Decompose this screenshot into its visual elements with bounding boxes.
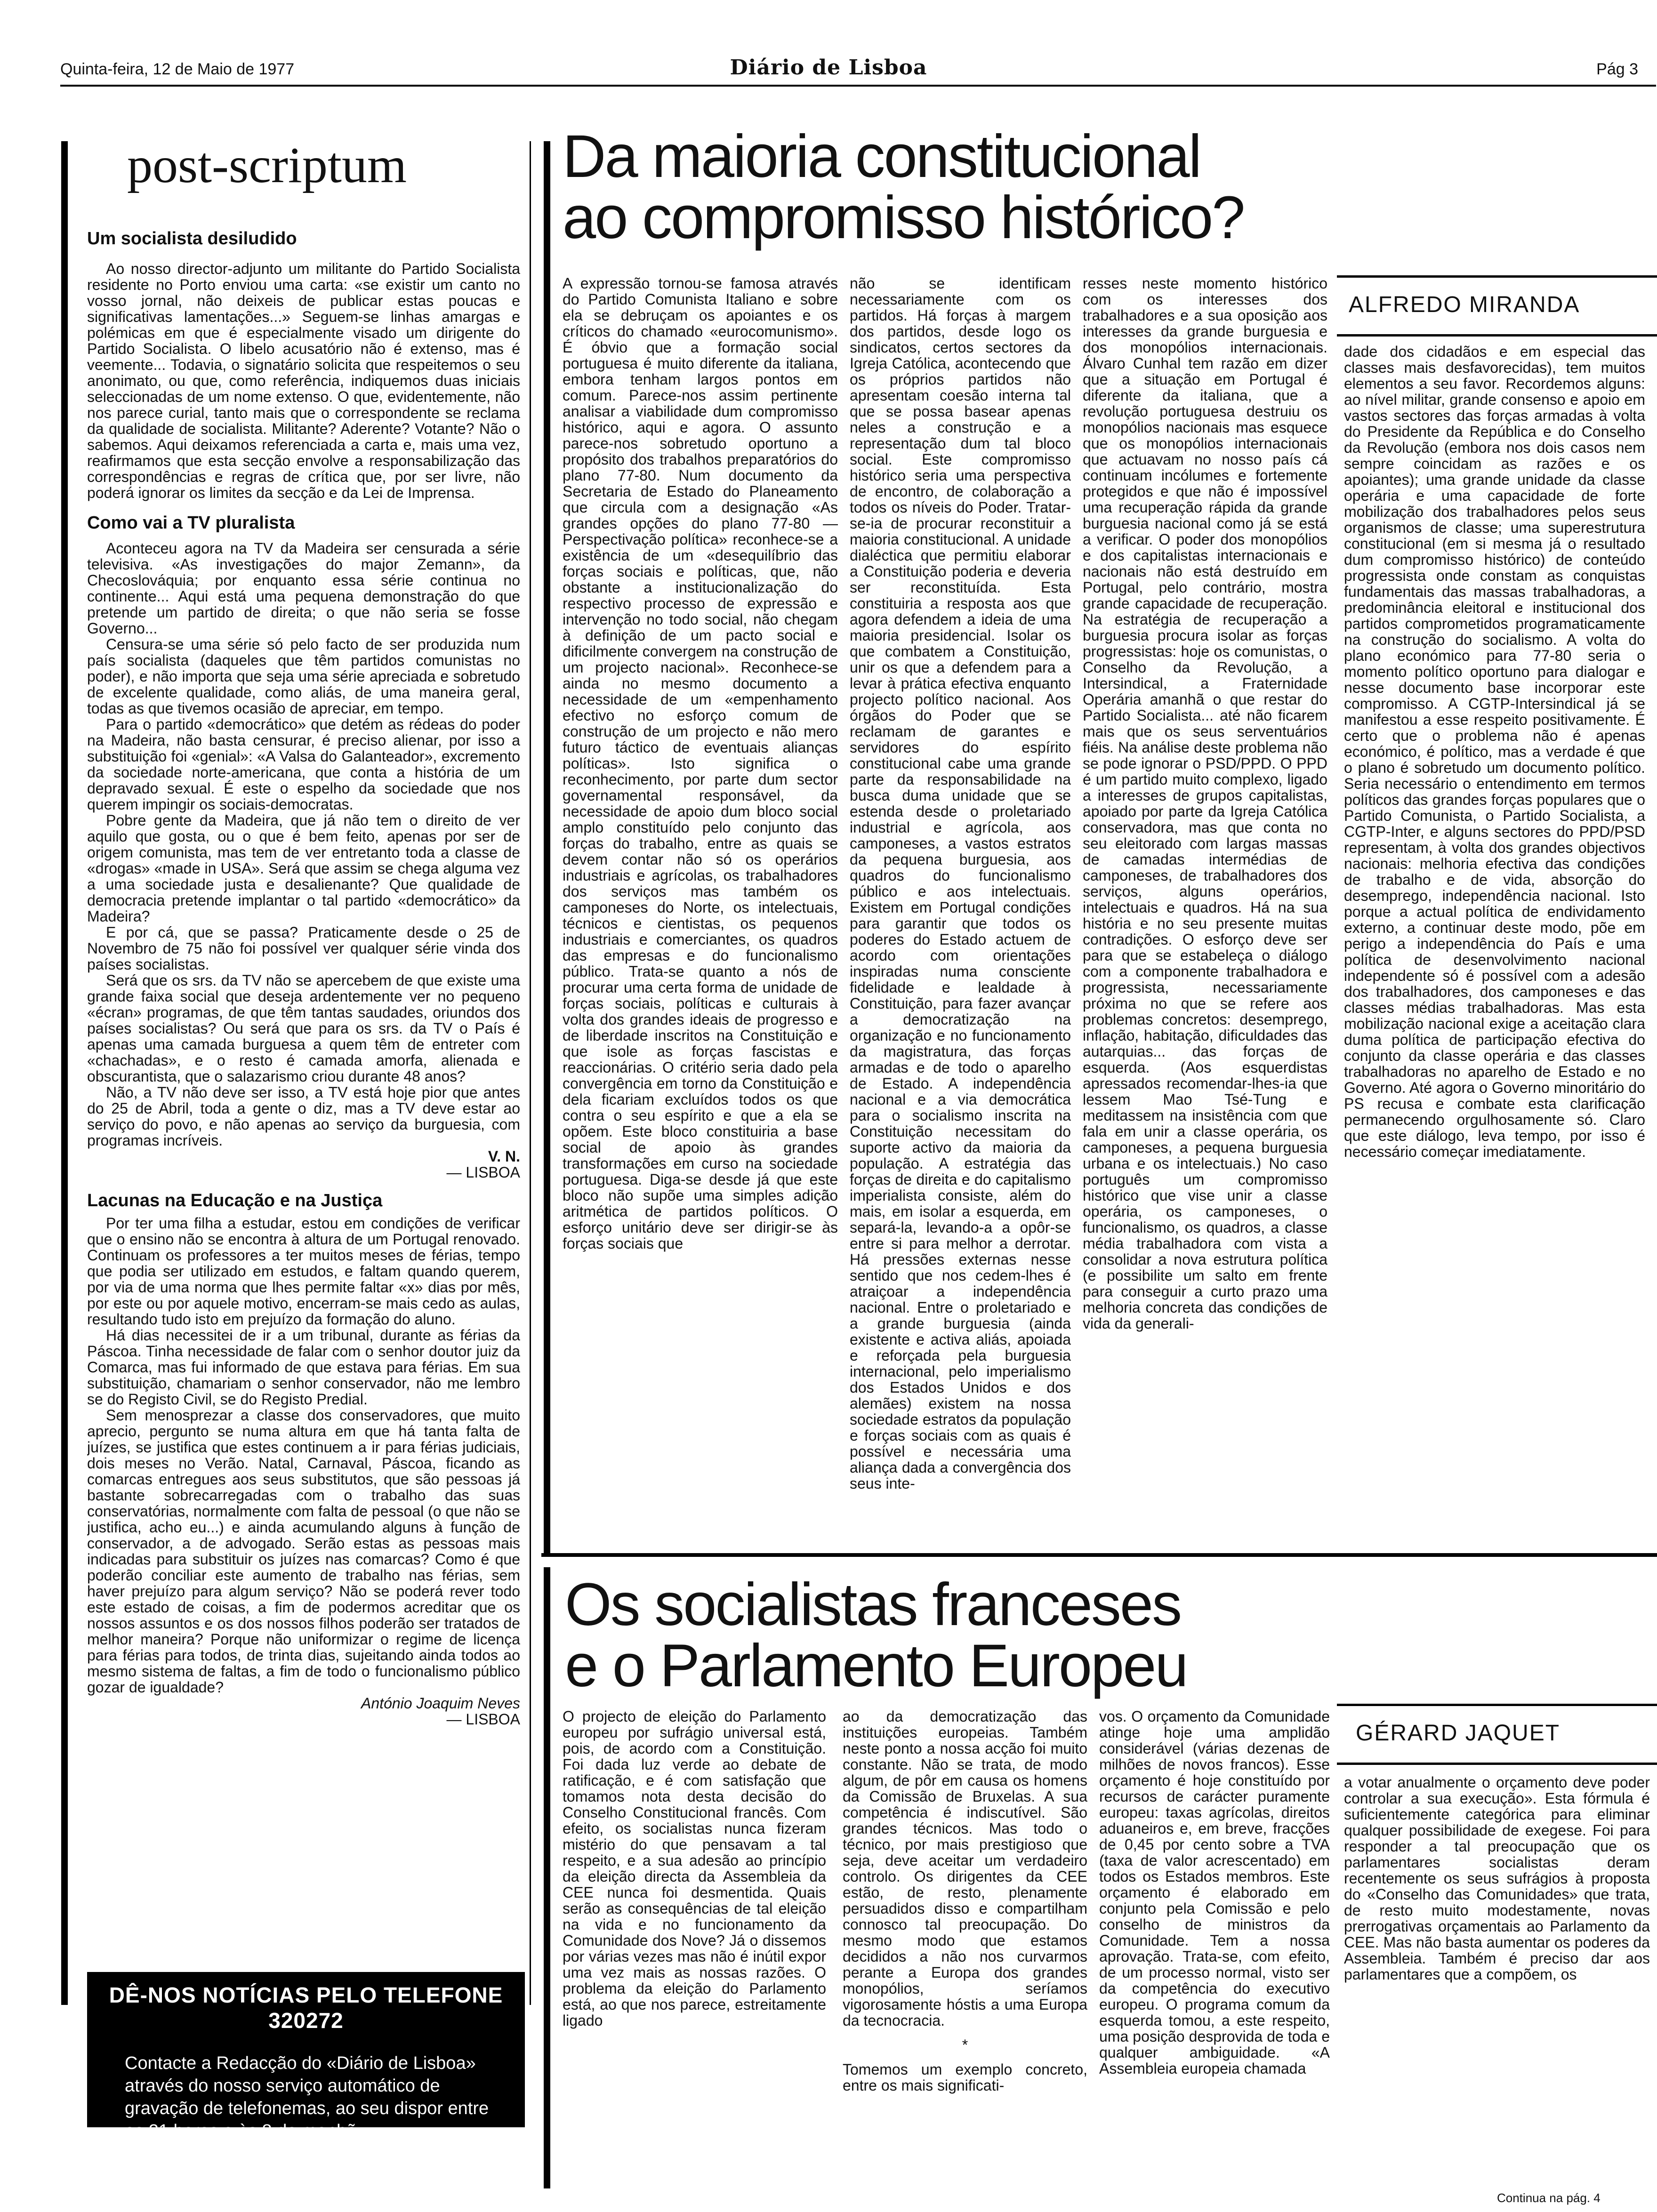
author-rule <box>1337 275 1657 278</box>
ps-paragraph: Há dias necessitei de ir a um tribunal, durante as férias da Páscoa. Tinha necessidade de falar com o senhor doutor juiz da Comarca, mas fui informado de que estava para férias. Em sua substituição, chamariam o senhor conservador, não me lembro se do Registo Civil, se do Registo Predial. <box>87 1327 520 1408</box>
ps-paragraph: Será que os srs. da TV não se apercebem de que existe uma grande faixa social que deseja ardentemente ver no pequeno «écran» programas, de que têm tantas saudades, oriundos dos países socialistas? Ou será que para os srs. da TV o País é apenas uma camada burguesa a quem têm de entreter com «chachadas», e o resto é camada amorfa, alienada e obscurantista, que o salazarismo criou durante 48 anos? <box>87 972 520 1085</box>
ps-paragraph: E por cá, que se passa? Praticamente desde o 25 de Novembro de 75 não foi possível ver qualquer série vinda dos países socialistas. <box>87 924 520 973</box>
ps-section-title-2: Como vai a TV pluralista <box>87 513 295 533</box>
headline-line: Da maioria constitucional <box>563 123 1200 190</box>
ps-paragraph: Ao nosso director-adjunto um militante do Partido Socialista residente no Porto enviou uma carta: «se existir um canto no vosso jornal, não deixeis de publicar estas poucas e significativas lamentações...» Seguem-se linhas amargas e polémicas em que é especialmente visado um dirigente do Partido Socialista. O libelo acusatório não é extenso, mas é veemente... Todavia, o signatário solicita que respeitemos o seu anonimato, ou que, como referência, indiquemos duas iniciais seleccionadas de um nome extenso. O que, evidentemente, não nos parece curial, tanto mais que o correspondente se reclama da qualidade de socialista. Militante? Aderente? Votante? Não o sabemos. Aqui deixamos referenciada a carta e, mais uma vez, reafirmamos que esta secção envolve a responsabilização das correspondências e regras de crítica que, por ser livre, não poderá ignorar os limites da secção e da Lei de Imprensa. <box>87 260 520 501</box>
article2-author: GÉRARD JAQUET <box>1356 1721 1560 1746</box>
author-rule <box>1337 334 1657 337</box>
ps-paragraph: Censura-se uma série só pelo facto de ser produzida num país socialista (daqueles que têm partidos comunistas no poder), e não importa que seja uma série apreciada e sobretudo de excelente qualidade, como aliás, de uma maneira geral, todas as que tivemos ocasião de apreciar, em tempo. <box>87 636 520 717</box>
article1-headline <box>563 123 1645 251</box>
banner-text: Contacte a Redacção do «Diário de Lisboa» através do nosso serviço automático de gravação de telefonemas, ao seu dispor entre as 21 horas e às 8 da manhã. <box>125 2053 489 2141</box>
article1-col-3: resses neste momento histórico com os interesses dos trabalhadores e a sua oposição aos interesses da grande burguesia e dos monopólios internacionais. Álvaro Cunhal tem razão em dizer que a situação em Portugal é diferente da italiana, que a revolução portuguesa destruiu os monopólios nacionais mas esquece que os monopólios internacionais que actuavam no nosso país cá continuam incólumes e fortemente protegidos e que não é impossível uma recuperação rápida da grande burguesia nacional como já se está a verificar. O poder dos monopólios e dos capitalistas internacionais e nacionais não está destruído em Portugal, pelo contrário, mostra grande capacidade de recuperação. Na estratégia de recuperação a burguesia procura isolar as forças progressistas: hoje os comunistas, o Conselho da Revolução, a Intersindical, a Fraternidade Operária amanhã o que restar do Partido Socialista... até não ficarem mais que os seus serventuários fiéis. Na análise deste problema não se pode ignorar o PSD/PPD. O PPD é um partido muito complexo, ligado a interesses de grupos capitalistas, apoiado por parte da Igreja Católica conservadora, mas que conta no seu eleitorado com largas massas de camadas intermédias de camponeses, de trabalhadores dos serviços, alguns operários, intelectuais e quadros. Há na sua história e no seu presente muitas contradições. O esforço deve ser para que se estabeleça o diálogo com a componente trabalhadora e progressista, necessariamente próxima no que se refere aos problemas concretos: desemprego, inflação, habitação, dificuldades das autarquias... das forças de esquerda. (Aos esquerdistas apressados recomendar-lhes-ia que lessem Mao Tsé-Tung e meditassem na insistência com que fala em unir a classe operária, os camponeses, a pequena burguesia urbana e os intelectuais.) No caso português um compromisso histórico que vise unir a classe operária, os camponeses, o funcionalismo, os quadros, a classe média trabalhadora com vista a consolidar a nova estrutura política (e possibilite um salto em frente para conseguir a curto prazo uma melhoria concreta das condições de vida da generali- <box>1083 275 1327 1332</box>
ps-body <box>87 231 520 1972</box>
article2-col-1: O projecto de eleição do Parlamento europeu por sufrágio universal está, pois, de acordo com a Constituição. Foi dada luz verde ao debate de ratificação, e é com satisfação que tomamos nota desta decisão do Conselho Constitucional francês. Com efeito, os socialistas nunca fizeram mistério do que pensavam a tal respeito, e a sua adesão ao princípio da eleição directa da Assembleia da CEE nunca foi desmentida. Quais serão as consequências de tal eleição na vida e no funcionamento da Comunidade dos Nove? Já o dissemos por várias vezes mas não é inútil expor uma vez mais as nossas razões. O problema da eleição do Parlamento está, ao que nos parece, estreitamente ligado <box>563 1708 826 2029</box>
article1-left-bar <box>544 141 550 1553</box>
ps-left-bar <box>61 141 68 2005</box>
article2-col-2-text: ao da democratização das instituições europeias. Também neste ponto a nossa acção foi muito constante. Não se trata, de modo algum, de pôr em causa os homens da Comissão de Bruxelas. A sua competência é indiscutível. São grandes técnicos. Mas todo o técnico, por mais prestigioso que seja, deve aceitar um verdadeiro controlo. Os dirigentes da CEE estão, de resto, plenamente persuadidos disso e compartilham connosco tal preocupação. Do mesmo modo que estamos decididos a não nos curvarmos perante a Europa dos grandes monopólios, seríamos vigorosamente hóstis a uma Europa da tecnocracia. <box>843 1708 1087 2029</box>
masthead: Diário de Lisboa <box>730 56 927 80</box>
ps-signature-place: — LISBOA <box>446 1711 520 1728</box>
page-number: Pág 3 <box>1596 60 1638 78</box>
author-rule <box>1337 1704 1657 1706</box>
article2-headline <box>565 1571 1648 1699</box>
ps-paragraph: Aconteceu agora na TV da Madeira ser censurada a série televisiva. «As investigações do major Zemann», da Checoslováquia; por enquanto essa série continua no continente... Aqui está uma pequena demonstração do que pretende um partido de direita; o que não seria se fosse Governo... <box>87 540 520 637</box>
article1-col-2: não se identificam necessariamente com os partidos. Há forças à margem dos partidos, desde logo os sindicatos, certos sectores da Igreja Católica, acontecendo que os próprios partidos não apresentam coesão interna tal que se possa basear apenas neles a construção e a representação dum tal bloco social. Este compromisso histórico seria uma perspectiva de encontro, de colaboração a todos os níveis do Poder. Tratar-se-ia de procurar reconstituir a maioria constitucional. A unidade dialéctica que permitiu elaborar a Constituição poderia e deveria ser reconstituída. Esta constituiria a resposta aos que agora defendem a ideia de uma maioria presidencial. Isolar os que combatem a Constituição, unir os que a defendem para a levar à prática efectiva enquanto projecto político nacional. Aos órgãos do Poder que se reclamam de garantes e servidores do espírito constitucional cabe uma grande parte da responsabilidade na busca duma unidade que se estenda desde o proletariado industrial e agrícola, aos camponeses, a vastos estratos da pequena burguesia, aos quadros do funcionalismo público e aos intelectuais. Existem em Portugal condições para garantir que todos os poderes do Estado actuem de acordo com orientações inspiradas numa consciente fidelidade e lealdade à Constituição, para fazer avançar a democratização na organização e no funcionamento da magistratura, das forças armadas e de todo o aparelho de Estado. A independência nacional e a via democrática para o socialismo inscrita na Constituição necessitam do suporte activo da maioria da população. A estratégia das forças de direita e do capitalismo imperialista consiste, além do mais, em isolar a esquerda, em separá-la, levando-a a opôr-se entre si para melhor a derrotar. Há pressões externas nesse sentido que nos cedem-lhes é atraiçoar a independência nacional. Entre o proletariado e a grande burguesia (ainda existente e activa aliás, apoiada e reforçada pela burguesia internacional, pelo imperialismo dos Estados Unidos e dos alemães) existem na nossa sociedade estratos da população e forças sociais com as quais é possível e necessária uma aliança dada a convergência dos seus inte- <box>850 275 1071 1492</box>
article2-col-2 <box>843 1708 1087 2188</box>
headline-line: e o Parlamento Europeu <box>565 1632 1187 1699</box>
banner-title: DÊ-NOS NOTÍCIAS PELO TELEFONE 320272 <box>109 1983 503 2033</box>
ps-paragraph: Pobre gente da Madeira, que já não tem o direito de ver aquilo que gosta, ou o que é bem feito, apenas por ser de origem comunista, mas tem de ver entretanto toda a classe de «drogas» «made in USA». Será que assim se chega alguma vez a uma sociedade justa e desalienante? Que qualidade de democracia pretende implantar o tal partido «democrático» da Madeira? <box>87 812 520 925</box>
ps-title: post-scriptum <box>127 137 407 193</box>
header-rule <box>60 85 1656 87</box>
continued-note: Continua na pág. 4 <box>1497 2191 1601 2205</box>
article2-col-4: a votar anualmente o orçamento deve poder controlar a sua execução». Esta fórmula é suficientemente categórica para eliminar qualquer possibilidade de exegese. Foi para responder a tal preocupação que os parlamentares socialistas deram recentemente os seus sufrágios à proposta do «Conselho das Comunidades» que trata, de resto muito modestamente, novas prerrogativas orçamentais ao Parlamento da CEE. Mas não basta aumentar os poderes da Assembleia. Também é preciso dar aos parlamentares que a compõem, os <box>1344 1774 1650 1983</box>
asterisk-divider: * <box>962 2036 968 2053</box>
phone-banner <box>87 1972 525 2141</box>
article2-left-bar <box>544 1567 550 2188</box>
headline-line: Os socialistas franceses <box>565 1571 1181 1638</box>
ps-section-title-3: Lacunas na Educação e na Justiça <box>87 1191 383 1210</box>
ps-paragraph: Não, a TV não deve ser isso, a TV está hoje pior que antes do 25 de Abril, toda a gente o diz, mas a TV deve estar ao serviço do povo, e não apenas ao serviço da burguesia, com programas incríveis. <box>87 1084 520 1149</box>
ps-signature: V. N. <box>488 1148 520 1165</box>
ps-right-rule <box>530 141 531 2005</box>
ps-signature: António Joaquim Neves <box>361 1695 520 1712</box>
ps-paragraph: Sem menosprezar a classe dos conservadores, que muito aprecio, pergunto se numa altura em que há tanta falta de juízes, se justifica que estes continuem a ir para férias judiciais, dois meses no Verão. Natal, Carnaval, Páscoa, ficando as comarcas entregues aos seus substitutos, que são pessoas já bastante sobrecarregadas com o trabalho das suas conservatórias, normalmente com falta de pessoal (o que não se justifica, acho eu...) e ainda acumulando alguns à função de conservador, a de advogado. Serão estas as pessoas mais indicadas para substituir os juízes nas comarcas? Como é que poderão conciliar este aumento de trabalho nas férias, sem haver prejuízo para algum serviço? Não se poderá rever todo este estado de coisas, a fim de podermos acreditar que os nossos assuntos e os dos nossos filhos poderão ser tratados de melhor maneira? Porque não uniformizar o regime de licença para férias para todos, de trinta dias, sujeitando ainda todos ao mesmo sistema de faltas, a fim de todo o funcionalismo público gozar de igualdade? <box>87 1407 520 1696</box>
article2-col-2-text: Tomemos um exemplo concreto, entre os mais significati- <box>843 2061 1087 2094</box>
ps-section-title-1: Um socialista desiludido <box>87 231 297 248</box>
article1-col-1: A expressão tornou-se famosa através do Partido Comunista Italiano e sobre ela se debruçam os apoiantes e os críticos do chamado «eurocomunismo». É óbvio que a formação social portuguesa é muito diferente da italiana, embora tenham largos pontos em comum. Parece-nos assim pertinente analisar a viabilidade dum compromisso histórico, aqui e agora. O assunto parece-nos sobretudo oportuno a propósito dos trabalhos preparatórios do plano 77-80. Num documento da Secretaria de Estado do Planeamento que circula com a designação «As grandes opções do plano 77-80 — Perspectivação política» reconhece-se a existência de um «desequilíbrio das forças sociais e políticas, que, não obstante a institucionalização do respectivo processo de expressão e intervenção no todo social, não chegam à definição de um pacto social e dificilmente convergem na construção de um projecto nacional». Reconhece-se ainda no mesmo documento a necessidade de um «empenhamento efectivo no esforço comum de construção de um projecto e não mero futuro táctico de eventuais alianças políticas». Isto significa o reconhecimento, por parte dum sector governamental responsável, da necessidade de apoio dum bloco social amplo constituído pelo conjunto das forças do trabalho, entre as quais se devem contar não só os operários industriais e agrícolas, os trabalhadores dos serviços mas também os camponeses do Norte, os intelectuais, técnicos e cientistas, os pequenos industriais e comerciantes, os quadros das empresas e do funcionalismo público. Trata-se quanto a nós de procurar uma certa forma de unidade de forças sociais, políticas e culturais à volta dos grandes ideais de progresso e de liberdade inscritos na Constituição e que isole as forças fascistas e reaccionárias. O critério seria dado pela convergência em torno da Constituição e dela ficariam excluídos todos os que contra o seu espírito e que a ela se opõem. Este bloco constituiria a base social de apoio às grandes transformações em curso na sociedade portuguesa. Diga-se desde já que este bloco não supõe uma simples adição aritmética de partidos políticos. O esforço unitário deve ser dirigir-se às forças sociais que <box>563 275 838 1252</box>
ps-signature-place: — LISBOA <box>446 1164 520 1181</box>
issue-date: Quinta-feira, 12 de Maio de 1977 <box>60 60 295 78</box>
article1-col-4: dade dos cidadãos e em especial das classes mais desfavorecidas), tem muitos elementos a seu favor. Recordemos alguns: ao nível militar, grande consenso e apoio em vastos sectores das forças armadas à volta do Presidente da República e do Conselho da Revolução (embora nos dois casos nem sempre coincidam as razões e os apoiantes); uma grande unidade da classe operária e uma capacidade de forte mobilização dos trabalhadores pelos seus organismos de classe; uma superestrutura constitucional (em si mesma já o resultado dum compromisso histórico) de conteúdo progressista onde constam as conquistas fundamentais das massas trabalhadoras, a predominância eleitoral e institucional dos partidos comprometidos programaticamente na construção do socialismo. A volta do plano económico para 77-80 seria o momento político oportuno para dialogar e nesse documento base incorporar este compromisso. A CGTP-Intersindical já se manifestou a esse respeito positivamente. É certo que o problema não é apenas económico, é político, mas a verdade é que o plano é sobretudo um documento político. Seria necessário o entendimento em termos políticos das grandes forças populares que o Partido Comunista, o Partido Socialista, a CGTP-Inter, e alguns sectores do PPD/PSD representam, à volta dos grandes objectivos nacionais: melhoria efectiva das condições de trabalho e de vida, absorção do desemprego, independência nacional. Isto porque a actual política de endividamento externo, a continuar deste modo, põe em perigo a independência do País e uma política de desenvolvimento nacional independente só é possível com a adesão dos trabalhadores, dos camponeses e das classes médias trabalhadoras. Mas esta mobilização nacional exige a aceitação clara duma política de participação efectiva do conjunto da classe operária e das classes trabalhadoras no aparelho de Estado e no Governo. Até agora o Governo minoritário do PS recusa e combate esta clarificação permanecendo orgulhosamente só. Claro que este diálogo, leva tempo, por isso é necessário começar imediatamente. <box>1344 344 1645 1160</box>
article2-col-3: vos. O orçamento da Comunidade atinge hoje uma amplidão considerável (várias dezenas de milhões de novos francos). Esse orçamento é hoje constituído por recursos de carácter puramente europeu: taxas agrícolas, direitos aduaneiros e, em breve, fracções de 0,45 por cento sobre a TVA (taxa de valor acrescentado) em todos os Estados membros. Este orçamento é elaborado em conjunto pela Comissão e pelo conselho de ministros da Comunidade. Tem a nossa aprovação. Trata-se, com efeito, de um processo normal, visto ser da competência do executivo europeu. O programa comum da esquerda tomou, a este respeito, uma posição desprovida de toda e qualquer ambiguidade. «A Assembleia europeia chamada <box>1099 1708 1330 2077</box>
ps-paragraph: Por ter uma filha a estudar, estou em condições de verificar que o ensino não se encontra à altura de um Portugal renovado. Continuam os professores a ter muitos meses de férias, tempo que podia ser utilizado em estudos, e faltam quando querem, por via de uma norma que lhes permite faltar «x» dias por mês, por este ou por aquele motivo, encerram-se mais cedo as aulas, resultando tudo isto em prejuízo da formação do aluno. <box>87 1215 520 1328</box>
article-divider <box>541 1553 1657 1557</box>
author-rule <box>1337 1763 1657 1765</box>
article1-author: ALFREDO MIRANDA <box>1349 292 1580 317</box>
ps-paragraph: Para o partido «democrático» que detém as rédeas do poder na Madeira, não basta censurar, é preciso alienar, por isso a substituição foi «genial»: «A Valsa do Galanteador», excremento da sociedade norte-americana, que conta a história de um depravado sexual. É este o espelho da sociedade que nos querem impingir os sociais-democratas. <box>87 716 520 813</box>
headline-line: ao compromisso histórico? <box>563 184 1244 251</box>
